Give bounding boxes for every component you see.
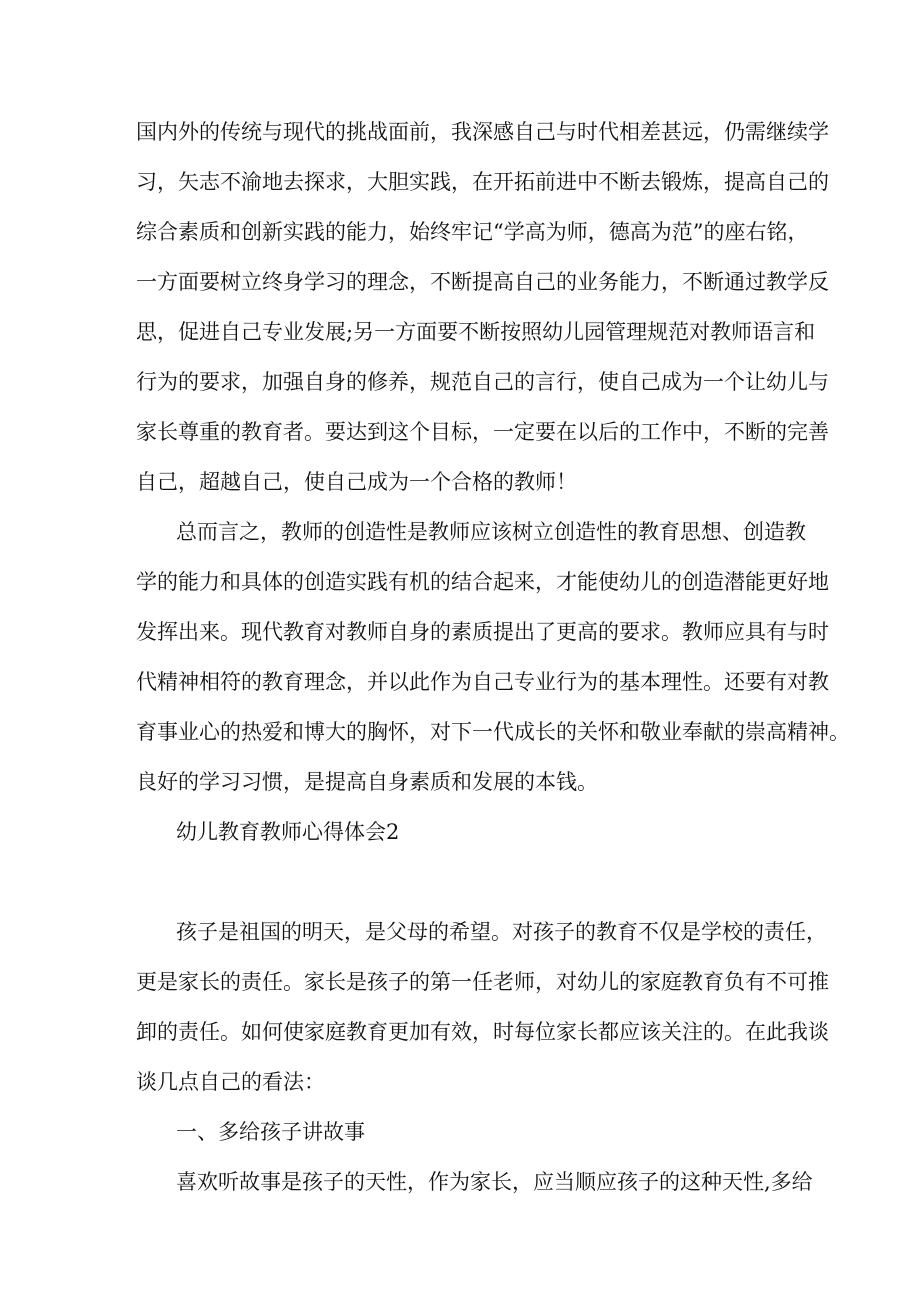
paragraph-1-line: 一方面要树立终身学习的理念，不断提高自己的业务能力，不断通过教学反 [136, 270, 829, 294]
paragraph-2-line: 发挥出来。现代教育对教师自身的素质提出了更高的要求。教师应具有与时 [136, 620, 829, 644]
paragraph-2-line: 总而言之，教师的创造性是教师应该树立创造性的教育思想、创造教 [176, 520, 806, 544]
paragraph-2-line: 学的能力和具体的创造实践有机的结合起来，才能使幼儿的创造潜能更好地 [136, 570, 829, 594]
paragraph-3-line: 更是家长的责任。家长是孩子的第一任老师，对幼儿的家庭教育负有不可推 [136, 970, 829, 994]
paragraph-3-line: 谈几点自己的看法： [136, 1070, 325, 1094]
paragraph-3-line: 孩子是祖国的明天，是父母的希望。对孩子的教育不仅是学校的责任， [176, 920, 827, 944]
paragraph-1-line: 行为的要求，加强自身的修养，规范自己的言行，使自己成为一个让幼儿与 [136, 370, 829, 394]
paragraph-2-line: 育事业心的热爱和博大的胸怀，对下一代成长的关怀和敬业奉献的崇高精神。 [136, 720, 850, 744]
paragraph-3-line: 卸的责任。如何使家庭教育更加有效，时每位家长都应该关注的。在此我谈 [136, 1020, 829, 1044]
paragraph-2-line: 代精神相符的教育理念，并以此作为自己专业行为的基本理性。还要有对教 [136, 670, 829, 694]
paragraph-1-line: 国内外的传统与现代的挑战面前，我深感自己与时代相差甚远，仍需继续学 [136, 120, 829, 144]
paragraph-1-line: 习，矢志不渝地去探求，大胆实践，在开拓前进中不断去锻炼，提高自己的 [136, 170, 829, 194]
subheading: 一、多给孩子讲故事 [176, 1120, 365, 1144]
paragraph-4-line: 喜欢听故事是孩子的天性，作为家长，应当顺应孩子的这种天性,多给 [176, 1170, 813, 1194]
paragraph-1-line: 自己，超越自己，使自己成为一个合格的教师！ [136, 470, 577, 494]
paragraph-1-line: 思，促进自己专业发展;另一方面要不断按照幼儿园管理规范对教师语言和 [136, 320, 816, 344]
section-title: 幼儿教育教师心得体会2 [176, 820, 400, 844]
paragraph-1-line: 综合素质和创新实践的能力，始终牢记“学高为师，德高为范”的座右铭， [136, 220, 809, 244]
paragraph-2-line: 良好的学习习惯，是提高自身素质和发展的本钱。 [136, 770, 598, 794]
paragraph-1-line: 家长尊重的教育者。要达到这个目标，一定要在以后的工作中，不断的完善 [136, 420, 829, 444]
